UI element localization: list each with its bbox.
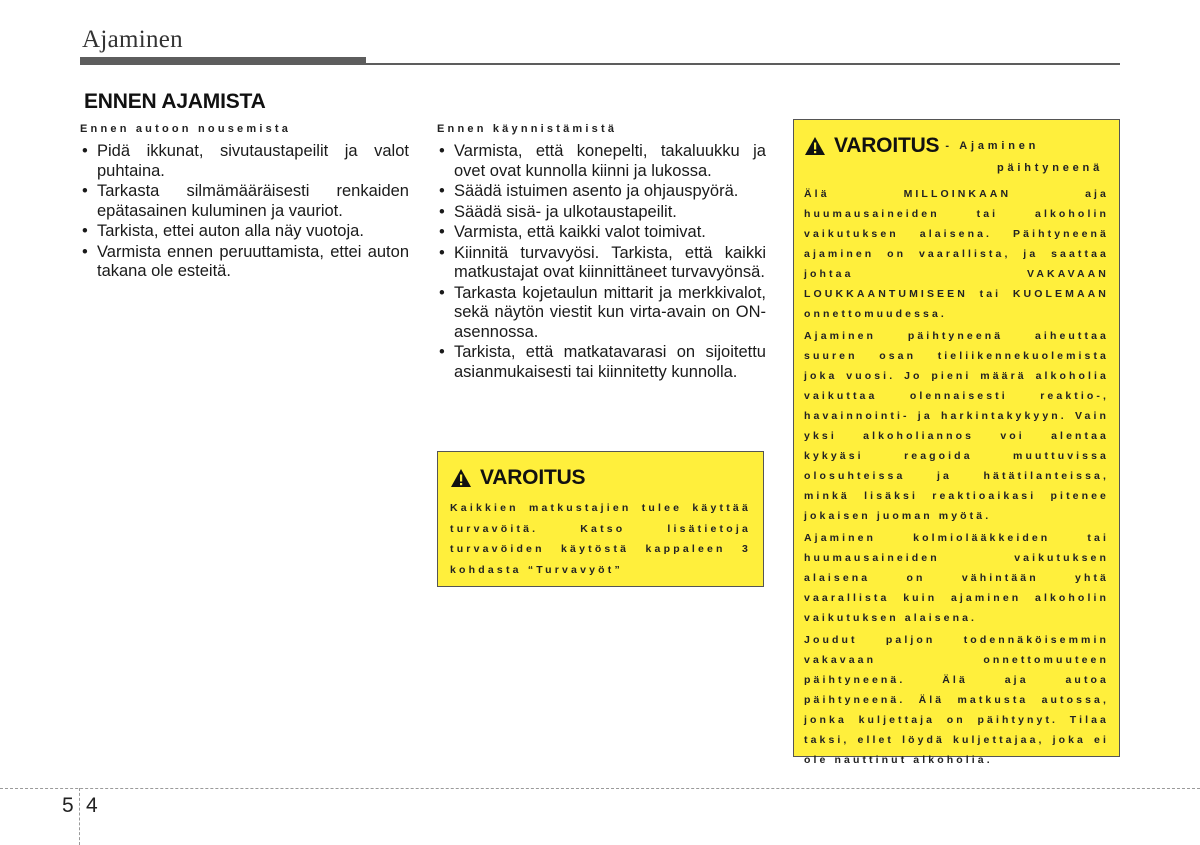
warning-paragraph: Ajaminen päihtyneenä aiheuttaa suuren osan tieliikennekuolemista joka vuosi. Jo pieni määrä alkoholia vaikuttaa olennaisesti reaktio-, havainnointi- ja harkintakykyyn. Vain yksi alkoholiannos voi alentaa kykyäsi reagoida muuttuvissa olosuhteissa ja hätätilanteissa, minkä lisäksi reaktioaikasi pitenee jokaisen juoman myötä. bbox=[804, 330, 1109, 522]
left-column bbox=[80, 123, 409, 283]
header-rule-thin bbox=[366, 63, 1120, 65]
warning-text: Kaikkien matkustajien tulee käyttää turvavöitä. Katso lisätietoja turvavöiden käytöstä kappaleen 3 kohdasta “Turvavyöt” bbox=[450, 502, 751, 576]
left-list bbox=[80, 142, 409, 282]
warning-triangle-icon bbox=[450, 468, 472, 488]
warning-header bbox=[450, 466, 751, 490]
warning-title: VAROITUS bbox=[480, 466, 586, 489]
list-item: • Varmista, että konepelti, takaluukku ja ovet ovat kunnolla kiinni ja lukossa. bbox=[437, 142, 766, 181]
footer-divider bbox=[0, 788, 1200, 789]
section-title: ENNEN AJAMISTA bbox=[84, 90, 266, 113]
list-item: • Tarkasta silmämääräisesti renkaiden epätasainen kuluminen ja vauriot. bbox=[80, 182, 409, 221]
left-subheading: Ennen autoon nousemista bbox=[80, 123, 292, 135]
list-item: • Tarkista, ettei auton alla näy vuotoja. bbox=[80, 222, 409, 242]
footer-chapter-number: 5 bbox=[62, 794, 74, 817]
list-item: • Pidä ikkunat, sivutaustapeilit ja valot puhtaina. bbox=[80, 142, 409, 181]
warning-paragraph: Älä MILLOINKAAN aja huumausaineiden tai alkoholin vaikutuksen alaisena. Päihtyneenä ajaminen on vaarallista, ja saattaa johtaa VAKAVAAN LOUKKAANTUMISEEN tai KUOLEMAAN onnettomuudessa. bbox=[804, 188, 1109, 320]
warning-body bbox=[450, 498, 751, 580]
warning-subtitle: - Ajaminen bbox=[945, 140, 1040, 152]
list-item: • Kiinnitä turvavyösi. Tarkista, että kaikki matkustajat ovat kiinnittäneet turvavyönsä. bbox=[437, 244, 766, 283]
warning-paragraph: Ajaminen kolmiolääkkeiden tai huumausaineiden vaikutuksen alaisena on vähintään yhtä vaarallista kuin ajaminen alkoholin vaikutuksen alaisena. bbox=[804, 532, 1109, 624]
list-item: • Varmista ennen peruuttamista, ettei auton takana ole esteitä. bbox=[80, 243, 409, 282]
warning-subtitle-continued: päihtyneenä bbox=[997, 162, 1103, 174]
middle-list bbox=[437, 142, 766, 382]
chapter-title: Ajaminen bbox=[82, 26, 183, 53]
warning-title: VAROITUS bbox=[834, 134, 940, 157]
middle-column bbox=[437, 123, 766, 383]
warning-box-alcohol bbox=[793, 119, 1120, 766]
list-item: • Säädä istuimen asento ja ohjauspyörä. bbox=[437, 182, 766, 202]
list-item: • Varmista, että kaikki valot toimivat. bbox=[437, 223, 766, 243]
footer-page-divider bbox=[79, 788, 80, 845]
warning-paragraph: Joudut paljon todennäköisemmin vakavaan onnettomuuteen päihtyneenä. Älä aja autoa päihtyneenä. Älä matkusta autossa, jonka kuljettaja on päihtynyt. Tilaa taksi, ellet löydä kuljettajaa, joka ei ole nauttinut alkoholia. bbox=[804, 634, 1109, 766]
warning-triangle-icon bbox=[804, 136, 826, 156]
warning-header bbox=[804, 134, 1109, 158]
middle-subheading: Ennen käynnistämistä bbox=[437, 123, 618, 135]
header-rule-thick bbox=[80, 57, 366, 65]
list-item: • Tarkista, että matkatavarasi on sijoitettu asianmukaisesti tai kiinnitetty kunnolla. bbox=[437, 343, 766, 382]
warning-box-seatbelt bbox=[437, 451, 764, 587]
list-item: • Tarkasta kojetaulun mittarit ja merkkivalot, sekä näytön viestit kun virta-avain on ON-asennossa. bbox=[437, 284, 766, 343]
footer-page-number: 4 bbox=[86, 794, 98, 817]
list-item: • Säädä sisä- ja ulkotaustapeilit. bbox=[437, 203, 766, 223]
warning-body bbox=[804, 184, 1109, 770]
